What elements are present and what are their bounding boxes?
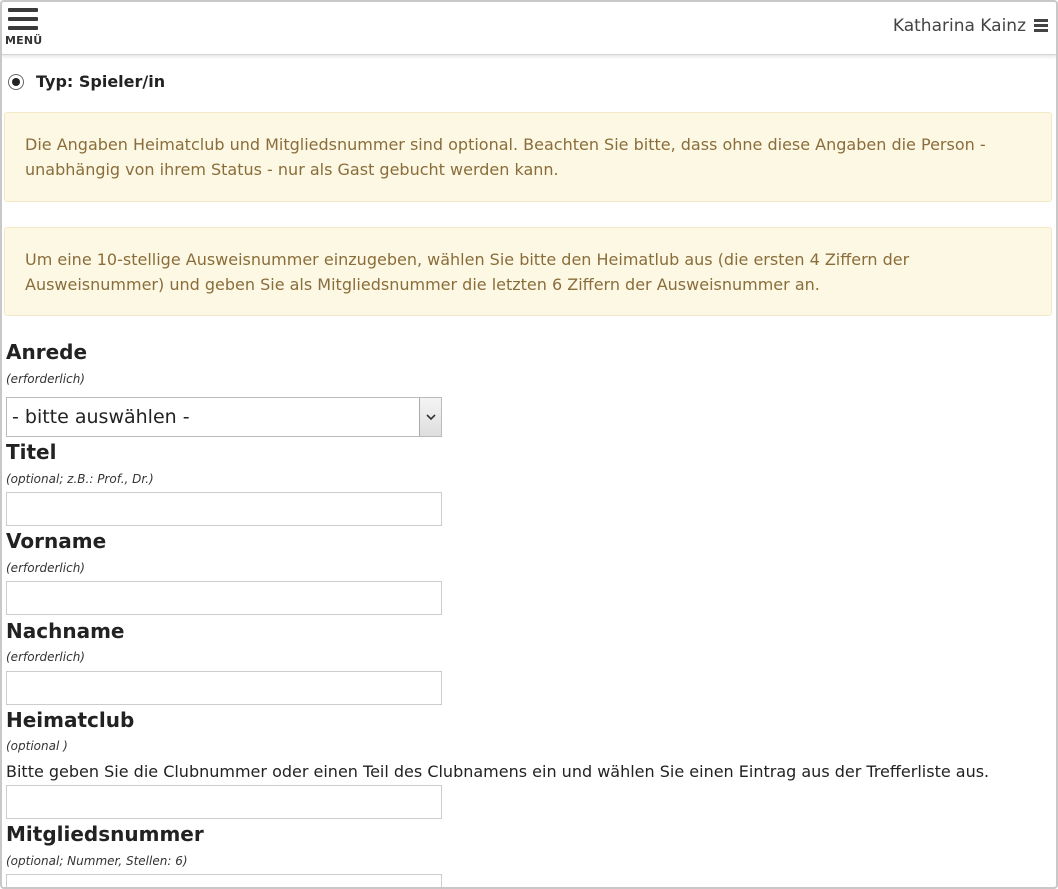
anrede-select[interactable] [6,397,442,437]
titel-input[interactable] [6,492,442,526]
mitgliedsnummer-label: Mitgliedsnummer [6,822,204,846]
user-menu-hamburger-icon [1034,19,1048,33]
nachname-label: Nachname [6,619,125,643]
type-label: Typ: Spieler/in [36,72,166,91]
hamburger-icon [8,8,38,30]
chevron-down-icon [419,398,441,436]
titel-hint: (optional; z.B.: Prof., Dr.) [6,472,154,486]
type-radio[interactable] [8,74,24,90]
menu-button[interactable] [4,6,46,50]
vorname-hint: (erforderlich) [6,561,85,575]
anrede-label: Anrede [6,340,88,364]
type-radio-row [8,72,165,91]
anrede-hint: (erforderlich) [6,372,85,386]
nachname-hint: (erforderlich) [6,650,85,664]
top-navigation-bar [2,2,1056,55]
anrede-select-value: - bitte auswählen - [12,406,190,428]
mitgliedsnummer-input[interactable] [6,874,442,889]
info-alert-id-number: Um eine 10-stellige Ausweisnummer einzugeben, wählen Sie bitte den Heimatlub aus (die ersten 4 Ziffern der Ausweisnummer) und geben Sie als Mitgliedsnummer die letzten 6 Ziffern der Ausweisnummer an. [4,227,1052,316]
mitgliedsnummer-hint: (optional; Nummer, Stellen: 6) [6,854,188,868]
titel-label: Titel [6,440,57,464]
heimatclub-hint: (optional ) [6,739,68,753]
user-name: Katharina Kainz [892,16,1026,36]
vorname-label: Vorname [6,529,107,553]
vorname-input[interactable] [6,581,442,615]
user-menu-button[interactable] [893,14,1048,38]
info-alert-optional-fields: Die Angaben Heimatclub und Mitgliedsnummer sind optional. Beachten Sie bitte, dass ohne diese Angaben die Person - unabhängig von ihrem Status - nur als Gast gebucht werden kann. [4,112,1052,202]
nachname-input[interactable] [6,671,442,705]
menu-label: MENÜ [5,34,43,47]
heimatclub-label: Heimatclub [6,708,135,732]
heimatclub-input[interactable] [6,785,442,819]
heimatclub-note: Bitte geben Sie die Clubnummer oder einen Teil des Clubnamens ein und wählen Sie einen Eintrag aus der Trefferliste aus. [6,762,990,781]
